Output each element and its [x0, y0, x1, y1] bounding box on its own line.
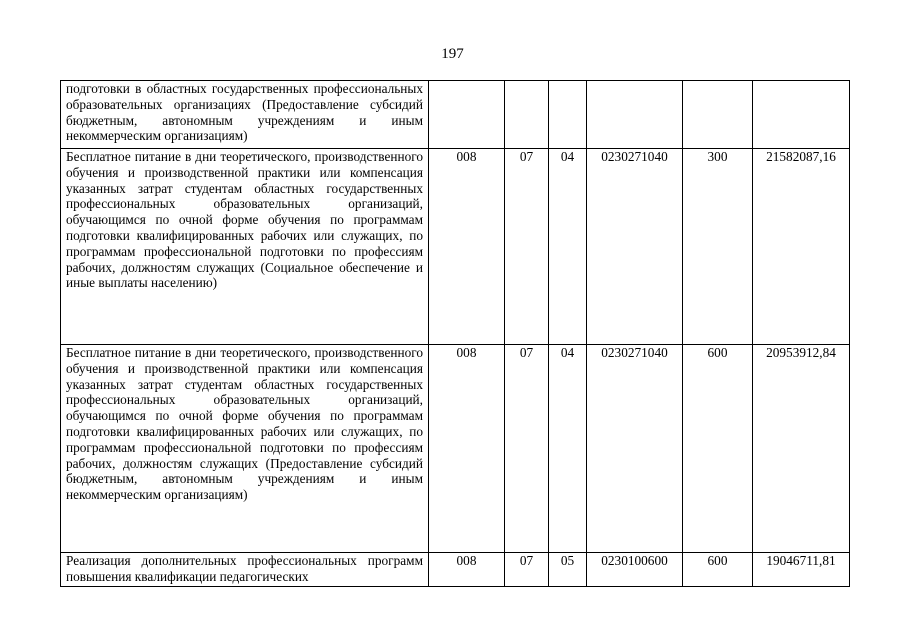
table-row	[61, 81, 850, 149]
subsection-cell: 04	[549, 149, 587, 345]
expense-type-cell	[683, 81, 753, 149]
table-row	[61, 149, 850, 345]
row-name-cell: Реализация дополнительных профессиональных программ повышения квалификации педагогических	[61, 553, 429, 587]
expense-type-cell: 600	[683, 553, 753, 587]
table-row	[61, 345, 850, 553]
section-cell: 07	[505, 553, 549, 587]
amount-cell	[753, 81, 850, 149]
amount-cell: 19046711,81	[753, 553, 850, 587]
row-name-cell: Бесплатное питание в дни теоретического, производственного обучения и производственной практики или компенсация указанных затрат студентам областных государственных профессиональных образовательных организаций, обучающимся по очной форме обучения по программам подготовки квалифицированных рабочих или служащих, по программам профессиональной подготовки по профессиям рабочих, должностям служащих (Социальное обеспечение и иные выплаты населению)	[61, 149, 429, 345]
expense-type-cell: 300	[683, 149, 753, 345]
target-article-cell	[587, 81, 683, 149]
section-cell: 07	[505, 345, 549, 553]
target-article-cell: 0230271040	[587, 345, 683, 553]
subsection-cell	[549, 81, 587, 149]
subsection-cell: 05	[549, 553, 587, 587]
section-cell	[505, 81, 549, 149]
budget-table	[60, 80, 850, 587]
expense-type-cell: 600	[683, 345, 753, 553]
target-article-cell: 0230100600	[587, 553, 683, 587]
subsection-cell: 04	[549, 345, 587, 553]
section-cell: 07	[505, 149, 549, 345]
row-name-cell: Бесплатное питание в дни теоретического, производственного обучения и производственной практики или компенсация указанных затрат студентам областных государственных профессиональных образовательных организаций, обучающимся по очной форме обучения по программам подготовки квалифицированных рабочих или служащих, по программам профессиональной подготовки по профессиям рабочих, должностям служащих (Предоставление субсидий бюджетным, автономным учреждениям и иным некоммерческим организациям)	[61, 345, 429, 553]
target-article-cell: 0230271040	[587, 149, 683, 345]
amount-cell: 21582087,16	[753, 149, 850, 345]
ministry-code-cell	[429, 81, 505, 149]
table-row	[61, 553, 850, 587]
amount-cell: 20953912,84	[753, 345, 850, 553]
page-number: 197	[441, 46, 464, 62]
ministry-code-cell: 008	[429, 149, 505, 345]
ministry-code-cell: 008	[429, 553, 505, 587]
ministry-code-cell: 008	[429, 345, 505, 553]
row-name-cell: подготовки в областных государственных профессиональных образовательных организациях (Предоставление субсидий бюджетным, автономным учреждениям и иным некоммерческим организациям)	[61, 81, 429, 149]
